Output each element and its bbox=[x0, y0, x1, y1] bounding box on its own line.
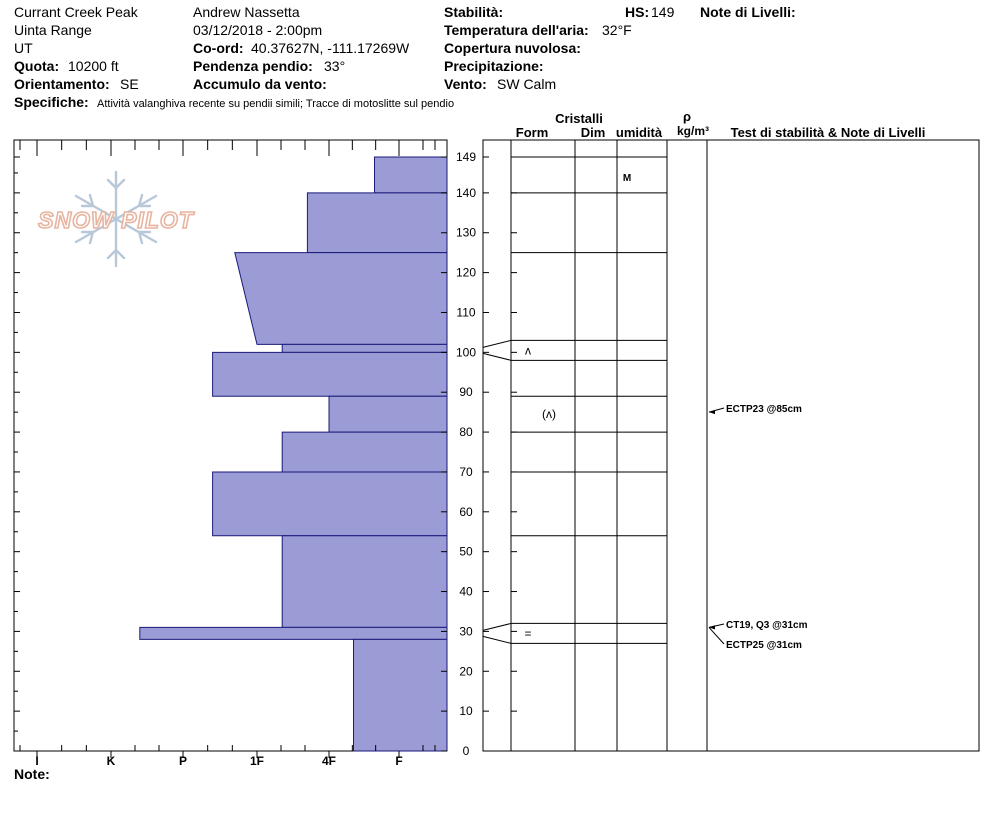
air-temp-label: Temperatura dell'aria: bbox=[444, 22, 589, 38]
thin-layer-connector bbox=[483, 340, 511, 347]
depth-tick-label: 100 bbox=[455, 345, 477, 360]
stability-test-label: ECTP25 @31cm bbox=[726, 640, 802, 651]
depth-tick-label: 149 bbox=[455, 150, 477, 164]
hardness-layer-9 bbox=[140, 627, 447, 639]
depth-tick-label: 140 bbox=[455, 185, 477, 200]
observer-name: Andrew Nassetta bbox=[193, 4, 300, 20]
depth-tick-label: 30 bbox=[459, 624, 473, 639]
depth-tick-label: 70 bbox=[459, 464, 473, 479]
coord-value: 40.37627N, -111.17269W bbox=[251, 40, 410, 56]
grain-form-symbol: = bbox=[524, 626, 532, 641]
stability-tests bbox=[709, 404, 808, 651]
depth-tick-label: 50 bbox=[459, 544, 473, 559]
mountain-range: Uinta Range bbox=[14, 22, 92, 38]
thin-layer-connector bbox=[483, 636, 511, 643]
thin-layer-connector bbox=[483, 623, 511, 630]
coord-label: Co-ord: bbox=[193, 40, 244, 56]
wind-value: SW Calm bbox=[497, 76, 557, 92]
slope-value: 33° bbox=[324, 58, 346, 74]
depth-tick-label: 10 bbox=[459, 704, 473, 719]
aspect-label: Orientamento: bbox=[14, 76, 110, 92]
moisture-mark: M bbox=[622, 172, 632, 184]
layer-notes-label: Note di Livelli: bbox=[700, 4, 796, 20]
table-column-dividers bbox=[511, 140, 707, 751]
grain-form-symbol: ʌ bbox=[525, 343, 531, 358]
hardness-tick-label: P bbox=[178, 754, 188, 768]
specifics-value: Attività valanghiva recente su pendii simili; Tracce di motoslitte sul pendio bbox=[97, 98, 455, 110]
wind-label: Vento: bbox=[444, 76, 487, 92]
cloud-cover-label: Copertura nuvolosa: bbox=[444, 40, 581, 56]
air-temp-value: 32°F bbox=[602, 22, 632, 38]
depth-tick-label: 80 bbox=[459, 425, 473, 440]
hardness-layer-7 bbox=[213, 472, 447, 536]
precipitation-label: Precipitazione: bbox=[444, 58, 544, 74]
elevation-label: Quota: bbox=[14, 58, 60, 74]
hardness-layers bbox=[140, 157, 447, 751]
specifics-label: Specifiche: bbox=[14, 94, 89, 110]
aspect-value: SE bbox=[120, 76, 139, 92]
depth-tick-label: 120 bbox=[455, 265, 477, 280]
depth-tick-label: 0 bbox=[462, 744, 470, 758]
snow-height-value: 149 bbox=[651, 4, 675, 20]
hardness-layer-4 bbox=[213, 352, 447, 396]
hardness-tick-label: F bbox=[395, 754, 403, 768]
stability-tests-header: Test di stabilità & Note di Livelli bbox=[730, 125, 926, 140]
density-unit-header: kg/m³ bbox=[676, 124, 710, 138]
crystals-header: Cristalli bbox=[555, 111, 603, 126]
depth-tick-label: 20 bbox=[459, 664, 473, 679]
hardness-layer-5 bbox=[329, 396, 447, 432]
hardness-tick-label: K bbox=[106, 754, 116, 768]
hardness-tick-label: I bbox=[35, 754, 39, 768]
depth-tick-label: 130 bbox=[455, 225, 477, 240]
layer-table-frame bbox=[483, 140, 979, 751]
hardness-layer-1 bbox=[307, 193, 447, 253]
size-header: Dim bbox=[580, 125, 606, 140]
state: UT bbox=[14, 40, 33, 56]
moisture-header: umidità bbox=[615, 125, 663, 140]
hardness-layer-0 bbox=[375, 157, 448, 193]
snow-height-label: HS: bbox=[625, 4, 650, 20]
stability-test-leader bbox=[709, 627, 724, 644]
notes-label: Note: bbox=[14, 766, 50, 782]
stability-test-label: ECTP23 @85cm bbox=[726, 404, 802, 415]
depth-tick-label: 60 bbox=[459, 504, 473, 519]
wind-loading-label: Accumulo da vento: bbox=[193, 76, 327, 92]
grain-symbols bbox=[524, 173, 631, 640]
density-symbol-header: ρ bbox=[682, 109, 692, 124]
form-header: Form bbox=[515, 125, 549, 140]
arrow-icon bbox=[709, 410, 715, 414]
hardness-layer-2 bbox=[235, 253, 447, 345]
hardness-layer-10 bbox=[354, 639, 448, 751]
observation-datetime: 03/12/2018 - 2:00pm bbox=[193, 22, 323, 38]
slope-label: Pendenza pendio: bbox=[193, 58, 313, 74]
hardness-layer-8 bbox=[282, 536, 447, 628]
stability-label: Stabilità: bbox=[444, 4, 504, 20]
depth-tick-label: 90 bbox=[459, 385, 473, 400]
elevation-value: 10200 ft bbox=[68, 58, 119, 74]
snowpilot-watermark: SNOW PILOT bbox=[38, 207, 194, 233]
hardness-tick-label: 4F bbox=[321, 754, 337, 768]
grain-form-symbol: (ʌ) bbox=[542, 407, 556, 422]
hardness-layer-3 bbox=[282, 344, 447, 352]
thin-layer-connector bbox=[483, 353, 511, 360]
stability-test-label: CT19, Q3 @31cm bbox=[726, 620, 808, 631]
hardness-layer-6 bbox=[282, 432, 447, 472]
depth-tick-label: 110 bbox=[456, 305, 476, 320]
hardness-tick-label: 1F bbox=[249, 754, 265, 768]
location-name: Currant Creek Peak bbox=[14, 4, 138, 20]
depth-tick-label: 40 bbox=[459, 584, 473, 599]
